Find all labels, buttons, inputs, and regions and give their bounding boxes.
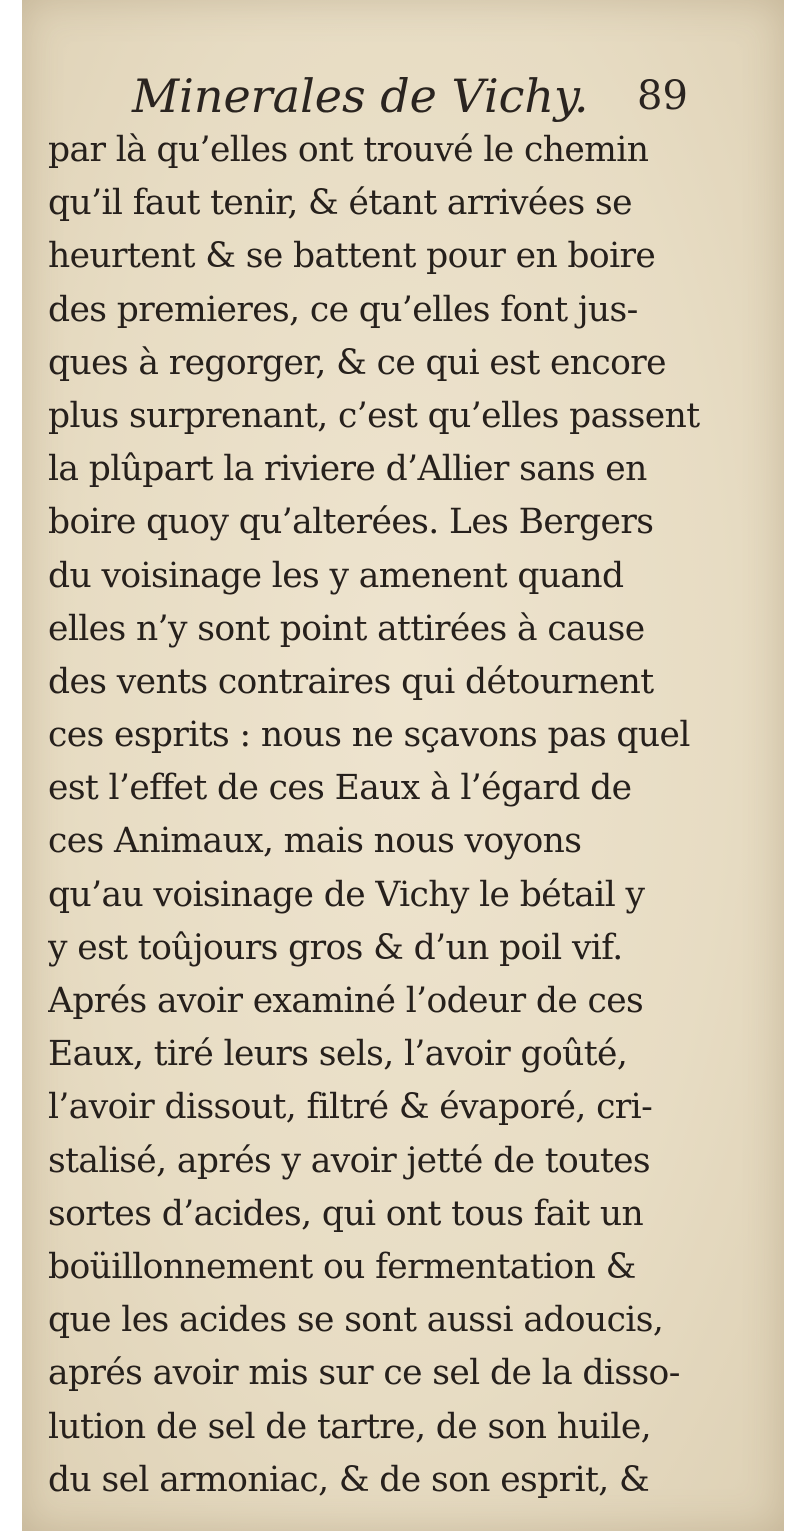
text-line: heurtent & se battent pour en boire	[48, 236, 656, 277]
text-line: sortes d’acides, qui ont tous fait un	[48, 1193, 644, 1234]
text-line: des vents contraires qui détournent	[48, 661, 654, 702]
text-line: par là qu’elles ont trouvé le chemin	[48, 130, 649, 170]
text-line: que les acides se sont aussi adoucis,	[48, 1300, 664, 1341]
text-line: qu’il faut tenir, & étant arrivées se	[48, 183, 632, 224]
text-line: ques à regorger, & ce qui est encore	[48, 342, 666, 383]
running-head-title: Minerales de Vichy.	[132, 69, 589, 123]
text-line: Eaux, tiré leurs sels, l’avoir goûté,	[48, 1034, 628, 1075]
text-line: lution de sel de tartre, de son huile,	[48, 1406, 652, 1447]
running-head	[22, 66, 784, 130]
text-line: l’avoir dissout, filtré & évaporé, cri-	[48, 1087, 653, 1128]
page-number: 89	[637, 73, 688, 119]
text-line: elles n’y sont point attirées à cause	[48, 608, 645, 649]
text-line: est l’effet de ces Eaux à l’égard de	[48, 768, 632, 809]
text-line: boire quoy qu’alterées. Les Bergers	[48, 502, 654, 543]
text-line: qu’au voisinage de Vichy le bétail y	[48, 874, 645, 915]
text-line: Aprés avoir examiné l’odeur de ces	[48, 981, 644, 1021]
text-line: stalisé, aprés y avoir jetté de toutes	[48, 1140, 651, 1181]
text-line: aprés avoir mis sur ce sel de la disso-	[48, 1353, 680, 1394]
body-text	[48, 124, 772, 1507]
text-line: des premieres, ce qu’elles font jus-	[48, 289, 638, 330]
text-line: du sel armoniac, & de son esprit, &	[48, 1459, 650, 1500]
text-line: ces Animaux, mais nous voyons	[48, 821, 582, 862]
text-line: du voisinage les y amenent quand	[48, 555, 624, 596]
text-line: y est toûjours gros & d’un poil vif.	[48, 927, 623, 968]
text-line: ces esprits : nous ne sçavons pas quel	[48, 715, 690, 756]
text-line: la plûpart la riviere d’Allier sans en	[48, 449, 647, 490]
text-line: plus surprenant, c’est qu’elles passent	[48, 395, 700, 436]
text-line: boüillonnement ou fermentation &	[48, 1246, 636, 1287]
